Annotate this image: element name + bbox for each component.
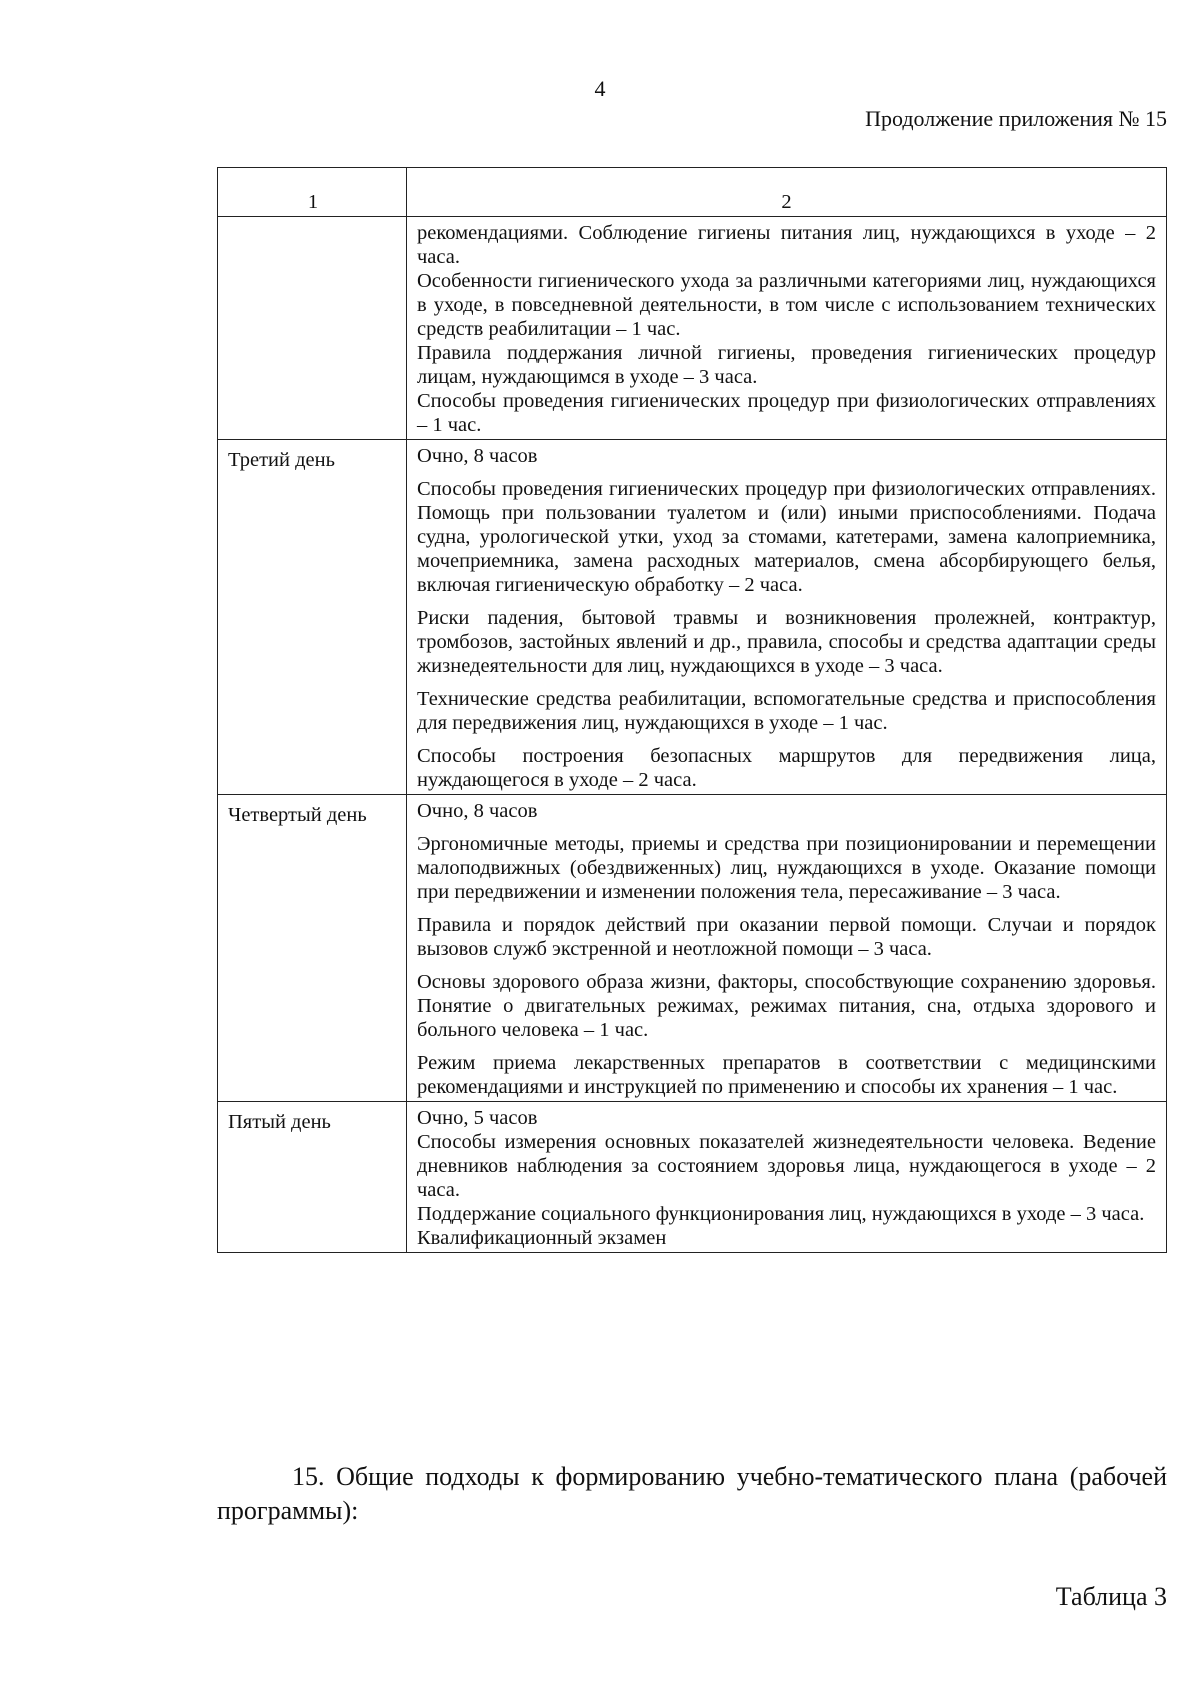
- topic-paragraph: Правила и порядок действий при оказании первой помощи. Случаи и порядок вызовов служб экстренной и неотложной помощи – 3 часа.: [417, 914, 1156, 960]
- content-cell: [407, 217, 1167, 440]
- topic-paragraph: Технические средства реабилитации, вспомогательные средства и приспособления для передвижения лиц, нуждающихся в уходе – 1 час.: [417, 688, 1156, 734]
- topic-paragraph: Способы проведения гигиенических процедур при физиологических отправлениях. Помощь при пользовании туалетом и (или) иными приспособлениями. Подача судна, урологической утки, уход за стомами, катетерами, замена калоприемника, мочеприемника, замена расходных материалов, смена абсорбирующего белья, включая гигиеническую обработку – 2 часа.: [417, 478, 1156, 596]
- topic-paragraph: Правила поддержания личной гигиены, проведения гигиенических процедур лицам, нуждающимся в уходе – 3 часа.: [417, 342, 1156, 388]
- content-cell: [407, 1102, 1167, 1253]
- table-header-row: [218, 168, 1167, 217]
- topic-paragraph: Поддержание социального функционирования лиц, нуждающихся в уходе – 3 часа.: [417, 1203, 1145, 1225]
- day-cell: [218, 217, 407, 440]
- column-header-1: 1: [218, 168, 407, 217]
- continuation-header: Продолжение приложения № 15: [865, 106, 1167, 131]
- table-row: [218, 440, 1167, 795]
- day-cell: Четвертый день: [218, 795, 407, 1102]
- topic-paragraph: Эргономичные методы, приемы и средства при позиционировании и перемещении малоподвижных (обездвиженных) лиц, нуждающихся в уходе. Оказание помощи при передвижении и изменении положения тела, пересаживание – 3 часа.: [417, 833, 1156, 903]
- topic-paragraph: Квалификационный экзамен: [417, 1227, 667, 1249]
- session-mode: Очно, 5 часов: [417, 1107, 538, 1129]
- table-row: [218, 217, 1167, 440]
- table-row: [218, 1102, 1167, 1253]
- topic-paragraph: Способы измерения основных показателей жизнедеятельности человека. Ведение дневников наблюдения за состоянием здоровья лица, нуждающегося в уходе – 2 часа.: [417, 1131, 1156, 1201]
- topic-paragraph: Режим приема лекарственных препаратов в соответствии с медицинскими рекомендациями и инструкцией по применению и способы их хранения – 1 час.: [417, 1052, 1156, 1098]
- table-label: Таблица 3: [1055, 1582, 1167, 1611]
- topic-paragraph: Способы проведения гигиенических процедур при физиологических отправлениях – 1 час.: [417, 390, 1156, 436]
- topic-paragraph: Основы здорового образа жизни, факторы, способствующие сохранению здоровья. Понятие о двигательных режимах, режимах питания, сна, отдыха здорового и больного человека – 1 час.: [417, 971, 1156, 1041]
- content-cell: [407, 795, 1167, 1102]
- section-heading: 15. Общие подходы к формированию учебно-тематического плана (рабочей программы):: [217, 1462, 1167, 1525]
- content-cell: [407, 440, 1167, 795]
- schedule-table: [217, 167, 1167, 1253]
- day-cell: Пятый день: [218, 1102, 407, 1253]
- page-number: 4: [594, 76, 606, 101]
- column-header-2: 2: [407, 168, 1167, 217]
- topic-paragraph: Риски падения, бытовой травмы и возникновения пролежней, контрактур, тромбозов, застойных явлений и др., правила, способы и средства адаптации среды жизнедеятельности для лиц, нуждающихся в уходе – 3 часа.: [417, 607, 1156, 677]
- session-mode: Очно, 8 часов: [417, 445, 538, 467]
- topic-paragraph: Особенности гигиенического ухода за различными категориями лиц, нуждающихся в уходе, в повседневной деятельности, в том числе с использованием технических средств реабилитации – 1 час.: [417, 270, 1156, 340]
- topic-paragraph: рекомендациями. Соблюдение гигиены питания лиц, нуждающихся в уходе – 2 часа.: [417, 222, 1156, 268]
- topic-paragraph: Способы построения безопасных маршрутов для передвижения лица, нуждающегося в уходе – 2 часа.: [417, 745, 1156, 791]
- day-cell: Третий день: [218, 440, 407, 795]
- table-row: [218, 795, 1167, 1102]
- session-mode: Очно, 8 часов: [417, 800, 538, 822]
